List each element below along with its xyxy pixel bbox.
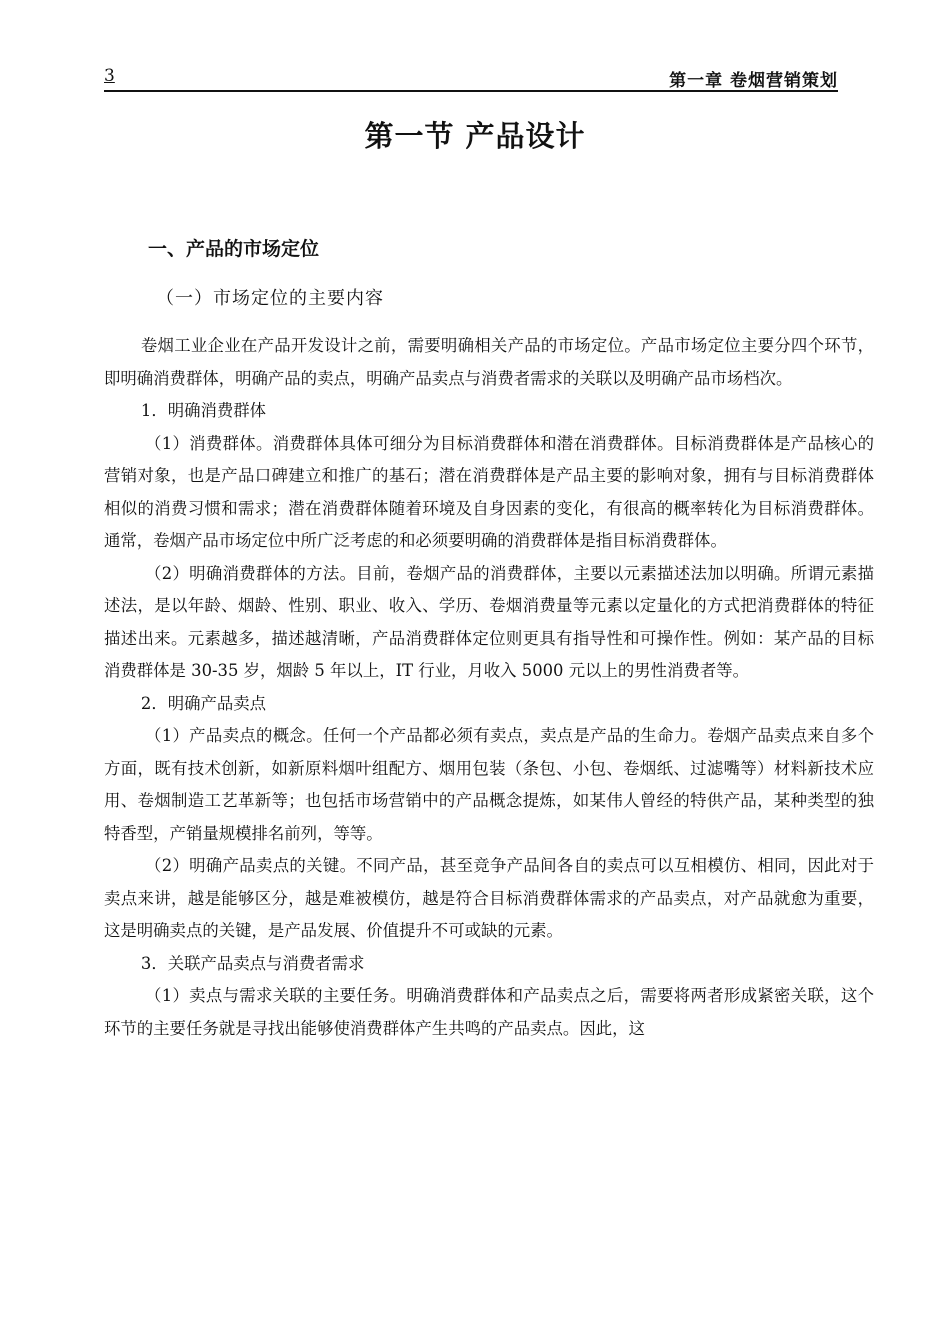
section-title: 第一节 产品设计: [364, 119, 586, 153]
heading-level2: （一）市场定位的主要内容: [156, 288, 384, 309]
paragraph: （2）明确消费群体的方法。目前，卷烟产品的消费群体，主要以元素描述法加以明确。所谓元素描述法，是以年龄、烟龄、性别、职业、收入、学历、卷烟消费量等元素以定量化的方式把消费群体的特征描述出来。元素越多，描述越清晰，产品消费群体定位则更具有指导性和可操作性。例如：某产品的目标消费群体是 30-35 岁，烟龄 5 年以上，IT 行业，月收入 5000 元以上的男性消费者等。: [104, 563, 874, 680]
paragraph: （1）消费群体。消费群体具体可细分为目标消费群体和潜在消费群体。目标消费群体是产品核心的营销对象，也是产品口碑建立和推广的基石；潜在消费群体是产品主要的影响对象，拥有与目标消费群体相似的消费习惯和需求；潜在消费群体随着环境及自身因素的变化，有很高的概率转化为目标消费群体。通常，卷烟产品市场定位中所广泛考虑的和必须要明确的消费群体是指目标消费群体。: [104, 433, 874, 550]
body-text: [104, 330, 874, 1045]
heading-level1: 一、产品的市场定位: [148, 238, 320, 260]
chapter-title: 第一章 卷烟营销策划: [669, 71, 838, 91]
paragraph: （1）卖点与需求关联的主要任务。明确消费群体和产品卖点之后，需要将两者形成紧密关联，这个环节的主要任务就是寻找出能够使消费群体产生共鸣的产品卖点。因此，这: [104, 986, 874, 1038]
subheading: 1．明确消费群体: [140, 401, 267, 420]
page-header: [104, 64, 838, 92]
subheading: 2．明确产品卖点: [140, 693, 267, 713]
page-number: 3: [104, 66, 115, 86]
paragraph: （2）明确产品卖点的关键。不同产品，甚至竞争产品间各自的卖点可以互相模仿、相同，因此对于卖点来讲，越是能够区分，越是难被模仿，越是符合目标消费群体需求的产品卖点，对产品就愈为重要，这是明确卖点的关键，是产品发展、价值提升不可或缺的元素。: [104, 856, 874, 940]
paragraph: （1）产品卖点的概念。任何一个产品都必须有卖点，卖点是产品的生命力。卷烟产品卖点来自多个方面，既有技术创新，如新原料烟叶组配方、烟用包装（条包、小包、卷烟纸、过滤嘴等）材料新技术应用、卷烟制造工艺革新等；也包括市场营销中的产品概念提炼，如某伟人曾经的特供产品，某种类型的独特香型，产销量规模排名前列，等等。: [104, 726, 874, 843]
subheading: 3．关联产品卖点与消费者需求: [140, 953, 365, 973]
paragraph: 卷烟工业企业在产品开发设计之前，需要明确相关产品的市场定位。产品市场定位主要分四个环节，即明确消费群体，明确产品的卖点，明确产品卖点与消费者需求的关联以及明确产品市场档次。: [104, 336, 874, 388]
